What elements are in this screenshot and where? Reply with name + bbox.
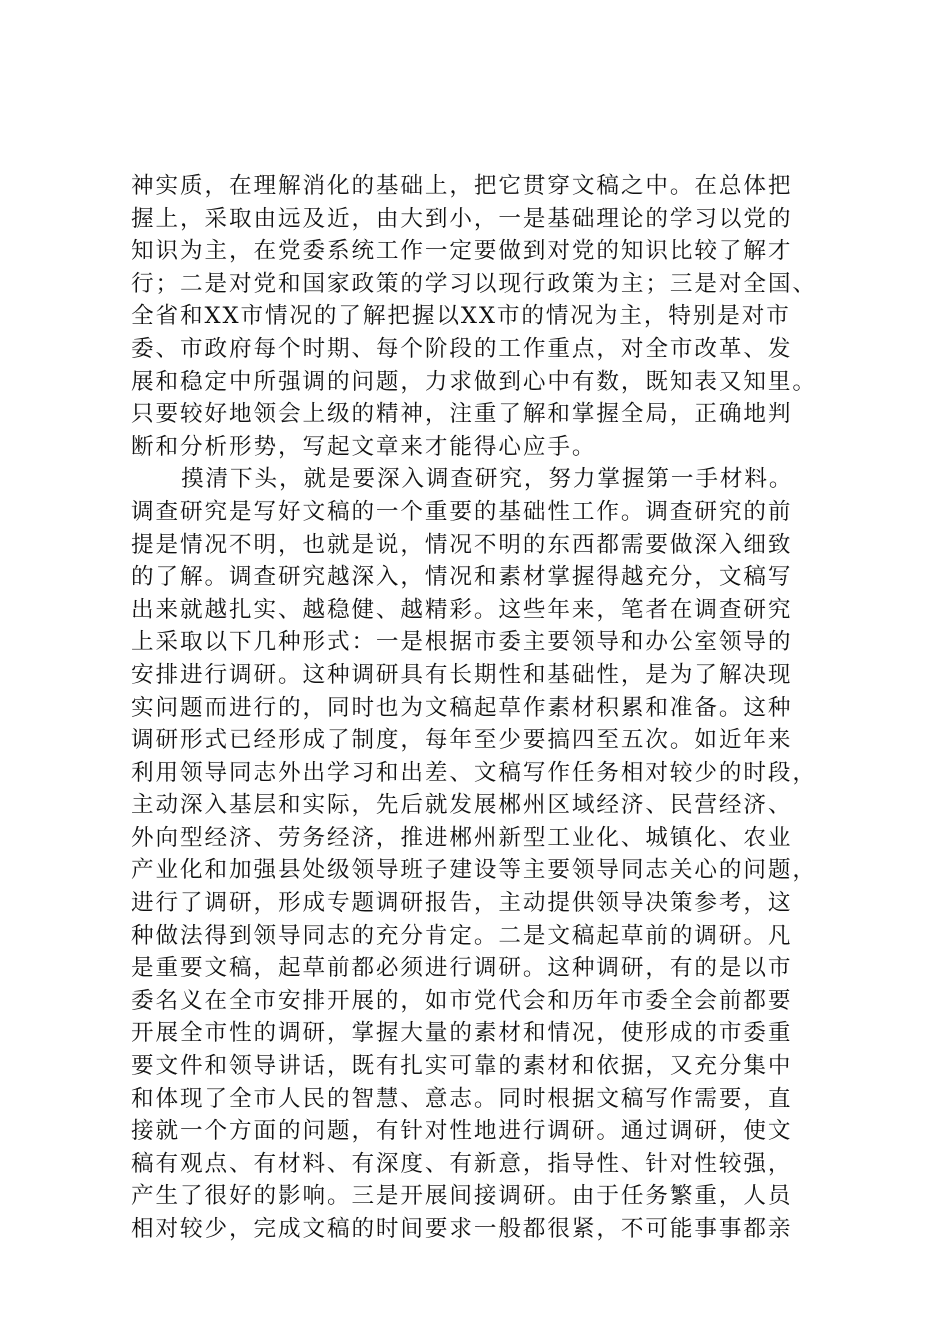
paragraphs-container — [131, 170, 831, 1246]
text-line: 委名义在全市安排开展的，如市党代会和历年市委全会前都要 — [131, 987, 793, 1014]
text-line: 稿有观点、有材料、有深度、有新意，指导性、针对性较强， — [131, 1150, 793, 1177]
text-line: 出来就越扎实、越稳健、越精彩。这些年来，笔者在调查研究 — [131, 596, 793, 623]
text-line: 产生了很好的影响。三是开展间接调研。由于任务繁重，人员 — [131, 1183, 793, 1210]
text-line: 行；二是对党和国家政策的学习以现行政策为主；三是对全国、 — [131, 270, 817, 297]
text-line: 主动深入基层和实际，先后就发展郴州区域经济、民营经济、 — [131, 792, 793, 819]
text-line: 外向型经济、劳务经济，推进郴州新型工业化、城镇化、农业 — [131, 824, 793, 851]
text-line: 展和稳定中所强调的问题，力求做到心中有数，既知表又知里。 — [131, 368, 817, 395]
paragraph — [131, 170, 831, 463]
document-body — [131, 170, 831, 1246]
text-line: 是重要文稿，起草前都必须进行调研。这种调研，有的是以市 — [131, 955, 793, 982]
text-line: 利用领导同志外出学习和出差、文稿写作任务相对较少的时段， — [131, 759, 817, 786]
text-line: 产业化和加强县处级领导班子建设等主要领导同志关心的问题， — [131, 857, 817, 884]
text-line: 实问题而进行的，同时也为文稿起草作素材积累和准备。这种 — [131, 694, 793, 721]
text-line: 安排进行调研。这种调研具有长期性和基础性，是为了解决现 — [131, 661, 793, 688]
text-line: 相对较少，完成文稿的时间要求一般都很紧，不可能事事都亲 — [131, 1216, 793, 1242]
text-line: 摸清下头，就是要深入调查研究，努力掌握第一手材料。 — [181, 466, 794, 493]
text-line: 断和分析形势，写起文章来才能得心应手。 — [131, 433, 597, 460]
text-line: 上采取以下几种形式：一是根据市委主要领导和办公室领导的 — [131, 629, 793, 656]
text-line: 的了解。调查研究越深入，情况和素材掌握得越充分，文稿写 — [131, 564, 793, 591]
paragraph — [131, 463, 831, 1245]
text-line: 调研形式已经形成了制度，每年至少要搞四至五次。如近年来 — [131, 727, 793, 754]
text-line: 接就一个方面的问题，有针对性地进行调研。通过调研，使文 — [131, 1118, 793, 1145]
text-line: 握上，采取由远及近，由大到小，一是基础理论的学习以党的 — [131, 205, 793, 232]
text-line: 和体现了全市人民的智慧、意志。同时根据文稿写作需要，直 — [131, 1085, 793, 1112]
text-line: 种做法得到领导同志的充分肯定。二是文稿起草前的调研。凡 — [131, 922, 793, 949]
text-line: 全省和XX市情况的了解把握以XX市的情况为主，特别是对市 — [131, 303, 791, 330]
text-line: 要文件和领导讲话，既有扎实可靠的素材和依据，又充分集中 — [131, 1053, 793, 1080]
text-line: 委、市政府每个时期、每个阶段的工作重点，对全市改革、发 — [131, 335, 793, 362]
text-line: 进行了调研，形成专题调研报告，主动提供领导决策参考，这 — [131, 890, 793, 917]
text-line: 知识为主，在党委系统工作一定要做到对党的知识比较了解才 — [131, 238, 793, 265]
text-line: 提是情况不明，也就是说，情况不明的东西都需要做深入细致 — [131, 531, 793, 558]
text-line: 调查研究是写好文稿的一个重要的基础性工作。调查研究的前 — [131, 498, 793, 525]
text-line: 开展全市性的调研，掌握大量的素材和情况，使形成的市委重 — [131, 1020, 793, 1047]
text-line: 只要较好地领会上级的精神，注重了解和掌握全局，正确地判 — [131, 401, 793, 428]
text-line: 神实质，在理解消化的基础上，把它贯穿文稿之中。在总体把 — [131, 173, 793, 199]
